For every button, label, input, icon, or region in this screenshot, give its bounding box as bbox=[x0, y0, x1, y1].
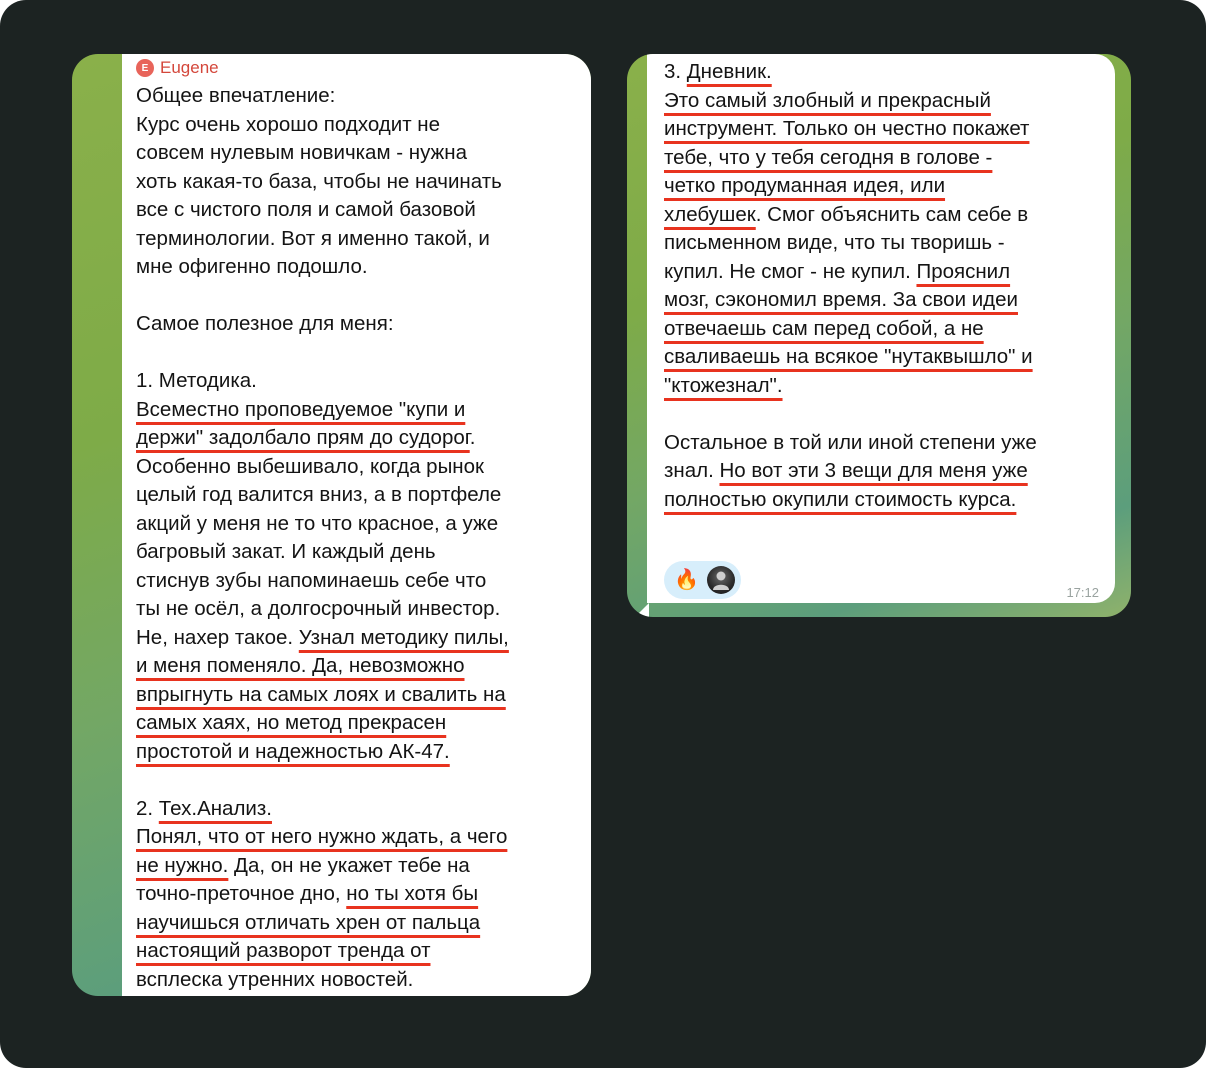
text-span: . Смог объяснить сам себе в письменном виде, что ты творишь - купил. Не смог - не купил. bbox=[664, 202, 1029, 283]
underlined-text: Это самый злобный и прекрасный инструмент. Только он честно покажет тебе, что у тебя сегодня в голове - четко продуманная идея, или хлебушек bbox=[664, 88, 1030, 226]
message-bubble-left[interactable] bbox=[122, 54, 591, 996]
message-text bbox=[136, 82, 591, 994]
text-span: Общее впечатление: Курс очень хорошо подходит не совсем нулевым новичкам - нужна хоть какая-то база, чтобы не начинать все с чистого поля и самой базовой терминологии. Вот я именно такой, и мне офигенно подошло. Самое полезное для меня: 1. Методика. bbox=[136, 84, 502, 392]
text-span: Да, он не укажет тебе на точно-преточное дно, bbox=[136, 853, 470, 905]
reaction-user-avatar[interactable] bbox=[707, 566, 735, 594]
underlined-text: Дневник. bbox=[686, 60, 772, 83]
fire-icon[interactable]: 🔥 bbox=[674, 569, 699, 591]
text-span: 2. bbox=[136, 796, 154, 820]
bubble-tail bbox=[635, 603, 649, 617]
text-span: . Особенно выбешивало, когда рынок целый год валится вниз, а в портфеле акций у меня не то что красное, а уже багровый закат. И каждый день стиснув зубы напоминаешь себе что ты не осёл, а долгосрочный инвестор. Не, нахер такое. bbox=[136, 426, 502, 649]
sender-avatar[interactable]: E bbox=[136, 59, 154, 77]
underlined-text: Всеместно проповедуемое "купи и держи" задолбало прям до судорог bbox=[136, 397, 470, 449]
chat-screenshot-right bbox=[627, 54, 1131, 617]
underlined-text: но ты хотя бы научишься отличать хрен от пальца настоящий разворот тренда от bbox=[136, 882, 481, 962]
underlined-text: Прояснил мозг, сэкономил время. За свои идеи отвечаешь сам перед собой, а не сваливаешь на всякое "нутаквышло" и "ктожезнал". bbox=[664, 259, 1033, 397]
message-text bbox=[664, 58, 1110, 514]
message-time: 17:12 bbox=[1066, 585, 1099, 600]
text-span: Остальное в той или иной степени уже знал. bbox=[664, 430, 1037, 482]
text-span: 3. bbox=[664, 60, 687, 83]
underlined-text: Но вот эти 3 вещи для меня уже полностью окупили стоимость курса. bbox=[664, 459, 1028, 511]
text-span: всплеска утренних новостей. bbox=[136, 967, 414, 991]
underlined-text: Узнал методику пилы, и меня поменяло. Да, невозможно впрыгнуть на самых лоях и свалить на самых хаях, но метод прекрасен простотой и надежностью АК-47. bbox=[136, 625, 509, 763]
underlined-text: Понял, что от него нужно ждать, а чего не нужно. bbox=[136, 825, 508, 877]
underlined-text: Тех.Анализ. bbox=[158, 796, 272, 820]
user-avatar-icon bbox=[712, 570, 730, 590]
chat-screenshot-left bbox=[72, 54, 591, 996]
message-bubble-right[interactable] bbox=[647, 54, 1115, 603]
message-reactions[interactable] bbox=[664, 561, 741, 599]
message-sender[interactable] bbox=[136, 58, 219, 78]
sender-name[interactable]: Eugene bbox=[160, 58, 219, 77]
